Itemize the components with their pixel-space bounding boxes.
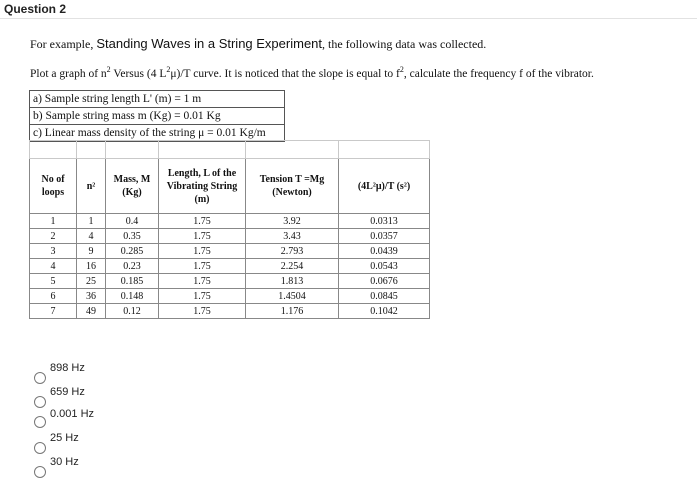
table-row <box>30 244 430 259</box>
cell: 0.0676 <box>339 274 430 289</box>
header-loops: No of loops <box>30 159 77 214</box>
table-row <box>30 229 430 244</box>
cell: 2 <box>30 229 77 244</box>
cell: 1.75 <box>159 304 246 319</box>
cell: 1.75 <box>159 259 246 274</box>
cell: 5 <box>30 274 77 289</box>
given-length: a) Sample string length L' (m) = 1 m <box>30 91 285 108</box>
cell: 1 <box>77 214 106 229</box>
header-tension: Tension T =Mg (Newton) <box>246 159 339 214</box>
intro-suffix: , the following data was collected. <box>322 37 487 51</box>
question-title: Question 2 <box>4 2 67 16</box>
option-label: 0.001 Hz <box>50 408 95 420</box>
cell: 1.75 <box>159 289 246 304</box>
cell: 49 <box>77 304 106 319</box>
cell: 0.1042 <box>339 304 430 319</box>
table-row <box>30 289 430 304</box>
table-row <box>30 274 430 289</box>
cell: 4 <box>77 229 106 244</box>
cell: 6 <box>30 289 77 304</box>
task-part1: Plot a graph of n <box>30 67 107 80</box>
cell: 0.285 <box>106 244 159 259</box>
table-row <box>30 214 430 229</box>
cell: 0.23 <box>106 259 159 274</box>
header-length: Length, L of the Vibrating String (m) <box>159 159 246 214</box>
radio-button[interactable] <box>34 442 46 454</box>
intro-text <box>30 36 486 52</box>
table-row <box>30 259 430 274</box>
option-label: 30 Hz <box>50 456 79 468</box>
given-mass: b) Sample string mass m (Kg) = 0.01 Kg <box>30 108 285 125</box>
cell: 0.12 <box>106 304 159 319</box>
question-header <box>0 0 697 19</box>
blank-cell <box>339 141 430 159</box>
blank-cell <box>246 141 339 159</box>
radio-button[interactable] <box>34 416 46 428</box>
blank-cell <box>159 141 246 159</box>
task-sup2: 2 <box>166 65 171 74</box>
option-label: 25 Hz <box>50 432 79 444</box>
radio-button[interactable] <box>34 396 46 408</box>
cell: 1.75 <box>159 244 246 259</box>
cell: 0.0845 <box>339 289 430 304</box>
given-values-table <box>29 90 285 142</box>
cell: 0.148 <box>106 289 159 304</box>
blank-cell <box>106 141 159 159</box>
header-mass: Mass, M (Kg) <box>106 159 159 214</box>
cell: 1.75 <box>159 229 246 244</box>
task-part2: Versus (4 L <box>110 67 167 80</box>
cell: 1.813 <box>246 274 339 289</box>
cell: 2.793 <box>246 244 339 259</box>
cell: 2.254 <box>246 259 339 274</box>
cell: 1.75 <box>159 214 246 229</box>
intro-prefix: For example, <box>30 37 97 51</box>
blank-cell <box>30 141 77 159</box>
cell: 3 <box>30 244 77 259</box>
radio-button[interactable] <box>34 372 46 384</box>
radio-button[interactable] <box>34 466 46 478</box>
task-sup1: 2 <box>106 65 111 74</box>
given-density: c) Linear mass density of the string μ = 0.01 Kg/m <box>30 125 285 142</box>
option-label: 659 Hz <box>50 386 85 398</box>
cell: 1 <box>30 214 77 229</box>
cell: 0.35 <box>106 229 159 244</box>
cell: 1.176 <box>246 304 339 319</box>
cell: 0.0543 <box>339 259 430 274</box>
cell: 25 <box>77 274 106 289</box>
task-part4: , calculate the frequency f of the vibrator. <box>403 67 594 80</box>
data-table <box>29 140 430 319</box>
cell: 3.43 <box>246 229 339 244</box>
cell: 0.0439 <box>339 244 430 259</box>
cell: 36 <box>77 289 106 304</box>
cell: 0.0357 <box>339 229 430 244</box>
task-sup3: 2 <box>399 65 404 74</box>
experiment-name: Standing Waves in a String Experiment <box>96 36 323 51</box>
table-row <box>30 304 430 319</box>
header-ratio: (4L²μ)/T (s²) <box>339 159 430 214</box>
task-text <box>30 65 594 80</box>
cell: 0.185 <box>106 274 159 289</box>
cell: 1.4504 <box>246 289 339 304</box>
cell: 7 <box>30 304 77 319</box>
blank-cell <box>77 141 106 159</box>
cell: 0.4 <box>106 214 159 229</box>
cell: 3.92 <box>246 214 339 229</box>
cell: 1.75 <box>159 274 246 289</box>
option-label: 898 Hz <box>50 362 85 374</box>
task-part3: μ)/T curve. It is noticed that the slope is equal to f <box>170 67 400 80</box>
header-n-squared: n² <box>77 159 106 214</box>
cell: 4 <box>30 259 77 274</box>
cell: 9 <box>77 244 106 259</box>
cell: 16 <box>77 259 106 274</box>
cell: 0.0313 <box>339 214 430 229</box>
